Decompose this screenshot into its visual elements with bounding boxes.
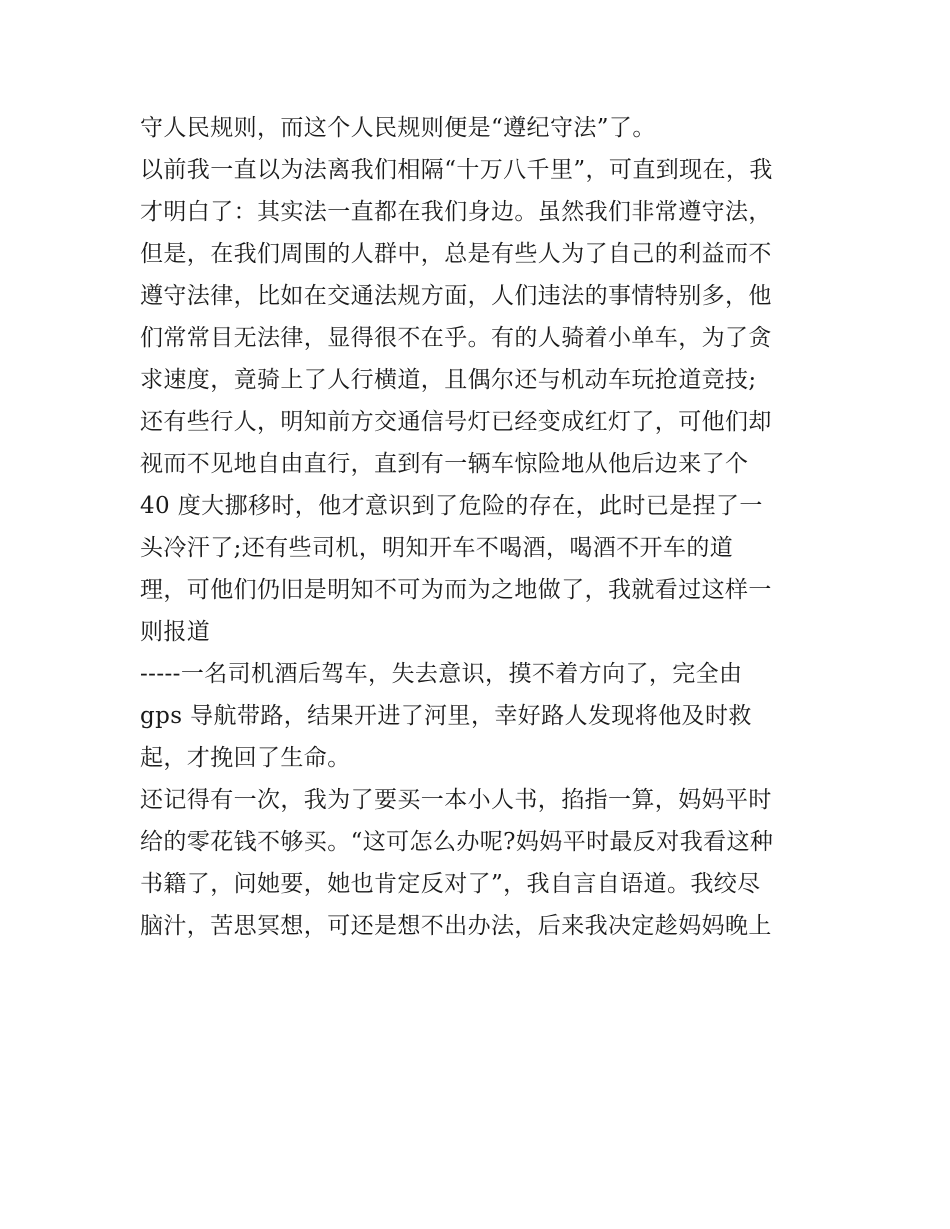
text-line: 理，可他们仍旧是明知不可为而为之地做了，我就看过这样一 xyxy=(140,577,772,603)
body-text xyxy=(140,107,820,947)
text-line: 还记得有一次，我为了要买一本小人书，掐指一算，妈妈平时 xyxy=(140,787,772,813)
text-line: 起，才挽回了生命。 xyxy=(140,745,351,771)
text-line: 给的零花钱不够买。“这可怎么办呢?妈妈平时最反对我看这种 xyxy=(140,829,774,855)
text-line: 40 度大挪移时，他才意识到了危险的存在，此时已是捏了一 xyxy=(140,493,763,519)
text-line: 但是，在我们周围的人群中，总是有些人为了自己的利益而不 xyxy=(140,241,772,267)
text-line: 脑汁，苦思冥想，可还是想不出办法，后来我决定趁妈妈晚上 xyxy=(140,913,772,939)
text-line: 才明白了：其实法一直都在我们身边。虽然我们非常遵守法， xyxy=(140,199,772,225)
text-line: 则报道 xyxy=(140,619,211,645)
text-line: 以前我一直以为法离我们相隔“十万八千里”，可直到现在，我 xyxy=(140,157,773,183)
text-line: gps 导航带路，结果开进了河里，幸好路人发现将他及时救 xyxy=(140,703,752,729)
text-line: 求速度，竟骑上了人行横道，且偶尔还与机动车玩抢道竞技; xyxy=(140,367,757,393)
text-line: 头冷汗了;还有些司机，明知开车不喝酒，喝酒不开车的道 xyxy=(140,535,734,561)
text-line: 视而不见地自由直行，直到有一辆车惊险地从他后边来了个 xyxy=(140,451,749,477)
text-line: 守人民规则，而这个人民规则便是“遵纪守法”了。 xyxy=(140,115,656,141)
text-line: 还有些行人，明知前方交通信号灯已经变成红灯了，可他们却 xyxy=(140,409,772,435)
text-line: -----一名司机酒后驾车，失去意识，摸不着方向了，完全由 xyxy=(140,661,743,687)
text-line: 遵守法律，比如在交通法规方面，人们违法的事情特别多，他 xyxy=(140,283,772,309)
text-line: 们常常目无法律，显得很不在乎。有的人骑着小单车，为了贪 xyxy=(140,325,772,351)
text-line: 书籍了，问她要，她也肯定反对了”，我自言自语道。我绞尽 xyxy=(140,871,761,897)
